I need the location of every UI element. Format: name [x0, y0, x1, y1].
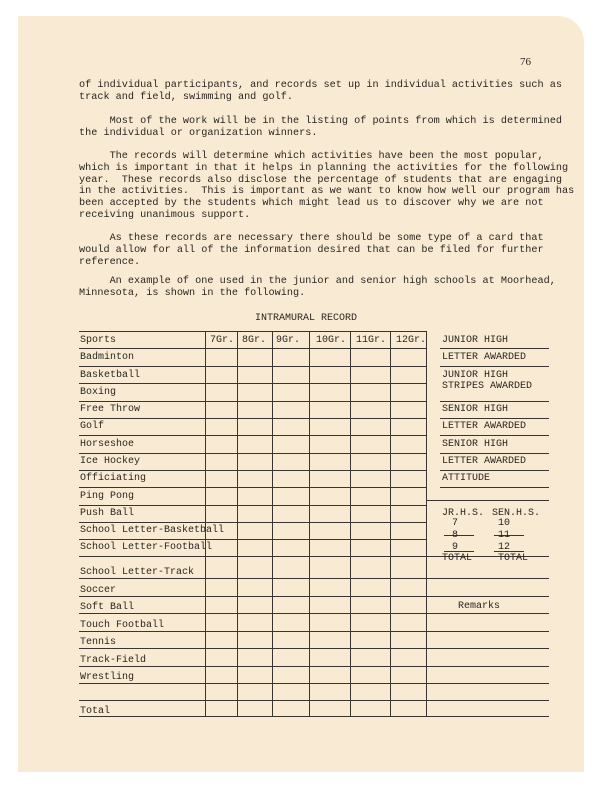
panel-rule-line: [426, 613, 549, 614]
tally-rule-line: [444, 535, 474, 536]
grade-column-line: [350, 331, 351, 716]
header-grade: 7Gr.: [210, 335, 235, 346]
paragraph-1: of individual participants, and records set up in individual activities such track and field, swimming and golf.: [79, 80, 544, 103]
sen-total-label: TOTAL: [498, 553, 529, 564]
grade-column-line: [309, 331, 310, 716]
form-rule-line: [79, 648, 549, 649]
sport-label: School Letter-Basketball: [80, 525, 225, 536]
form-rule-line: [79, 383, 426, 384]
sport-label: Soft Ball: [80, 602, 135, 613]
award-label: SENIOR HIGH: [442, 404, 509, 415]
form-rule-line: [79, 522, 426, 523]
grade-column-line: [205, 331, 206, 716]
form-rule-line: [79, 631, 549, 632]
sport-label: Push Ball: [80, 508, 135, 519]
award-label: JUNIOR HIGH: [442, 370, 509, 381]
sport-label: School Letter-Track: [80, 567, 195, 578]
sen-hs-label: SEN.H.S.: [492, 508, 541, 519]
form-rule-line: [79, 578, 549, 579]
sport-label: Touch Football: [80, 620, 165, 631]
jr-hs-label: JR.H.S.: [442, 508, 485, 519]
award-rule-line: [440, 453, 549, 454]
jr-total-label: TOTAL: [442, 553, 473, 564]
form-rule-line: [79, 470, 426, 471]
form-rule-line: [79, 539, 426, 540]
award-rule-line: [440, 418, 549, 419]
grade-column-line: [390, 331, 391, 716]
award-label: JUNIOR HIGH: [442, 335, 509, 346]
sport-label: Free Throw: [80, 404, 141, 415]
form-rule-line: [79, 666, 549, 667]
award-rule-line: [440, 366, 549, 367]
award-label: STRIPES AWARDED: [442, 381, 533, 392]
sport-label: Boxing: [80, 387, 117, 398]
remarks-label: Remarks: [458, 601, 501, 612]
sport-label: Basketball: [80, 370, 141, 381]
sport-label: Tennis: [80, 637, 117, 648]
form-rule-line: [79, 366, 426, 367]
form-title: INTRAMURAL RECORD: [255, 313, 358, 324]
form-rule-line: [79, 435, 426, 436]
form-rule-line: [79, 348, 426, 349]
award-rule-line: [440, 435, 549, 436]
jr-grade: 9: [452, 542, 459, 553]
sport-label: Ping Pong: [80, 491, 135, 502]
form-rule-line: [79, 401, 426, 402]
sport-label: Track-Field: [80, 655, 147, 666]
panel-rule-line: [426, 596, 549, 597]
award-rule-line: [440, 470, 549, 471]
sport-label: Soccer: [80, 585, 117, 596]
award-label: LETTER AWARDED: [442, 352, 527, 363]
header-grade: 9Gr.: [276, 335, 301, 346]
form-rule-line: [79, 418, 426, 419]
header-grade: 11Gr.: [356, 335, 387, 346]
sport-label: Ice Hockey: [80, 456, 141, 467]
tally-rule-line: [444, 551, 474, 552]
award-rule-line: [440, 487, 549, 488]
form-rule-line: [79, 556, 549, 557]
form-rule-line: [79, 716, 549, 717]
page-number: 76: [520, 56, 531, 68]
total-label: Total: [80, 706, 111, 717]
sport-label: Officiating: [80, 473, 147, 484]
form-rule-line: [79, 487, 426, 488]
panel-rule-line: [426, 500, 549, 501]
jr-grade: 8: [452, 530, 459, 541]
sport-label: Badminton: [80, 352, 135, 363]
award-label: LETTER AWARDED: [442, 456, 527, 467]
header-sports: Sports: [80, 335, 117, 346]
paragraph-3: The records will determine which activities have been the most popular, which is important in that it helps in planning the activities for the following year. These records also disclose the percentage of students that are engaging in the activities. This is important as we want to know how well our program been accepted by the students which might lead us to discover why we are not receiving unanimous support.: [79, 151, 569, 221]
header-grade: 8Gr.: [242, 335, 267, 346]
header-grade: 12Gr.: [396, 335, 427, 346]
sport-label: Wrestling: [80, 672, 135, 683]
award-label: LETTER AWARDED: [442, 421, 527, 432]
form-rule-line: [79, 453, 426, 454]
sen-grade: 11: [498, 530, 511, 541]
sport-label: Horseshoe: [80, 439, 135, 450]
jr-grade: 7: [452, 518, 459, 529]
sen-grade: 10: [498, 518, 511, 529]
sen-grade: 12: [498, 542, 511, 553]
panel-divider-line: [426, 331, 427, 716]
form-rule-line: [79, 331, 426, 332]
paragraph-2: Most of the work will be in the listing of points from which is determined the individual or organization winners.: [79, 116, 562, 139]
award-rule-line: [440, 348, 549, 349]
form-rule-line: [79, 505, 426, 506]
grade-column-line: [237, 331, 238, 716]
sport-label: School Letter-Football: [80, 542, 213, 553]
form-rule-line: [79, 700, 549, 701]
paragraph-5: An example of one used in the junior and senior high schools at Moorhead, Minnesota, is shown in the following.: [79, 276, 556, 299]
form-rule-line: [79, 683, 549, 684]
header-grade: 10Gr.: [316, 335, 347, 346]
award-label: ATTITUDE: [442, 473, 491, 484]
award-rule-line: [440, 401, 549, 402]
grade-column-line: [272, 331, 273, 716]
paragraph-4: As these records are necessary there should be some type of a card that would allow for all of the information desired that can be filed for further reference.: [79, 233, 544, 268]
award-label: SENIOR HIGH: [442, 439, 509, 450]
sport-label: Golf: [80, 421, 105, 432]
